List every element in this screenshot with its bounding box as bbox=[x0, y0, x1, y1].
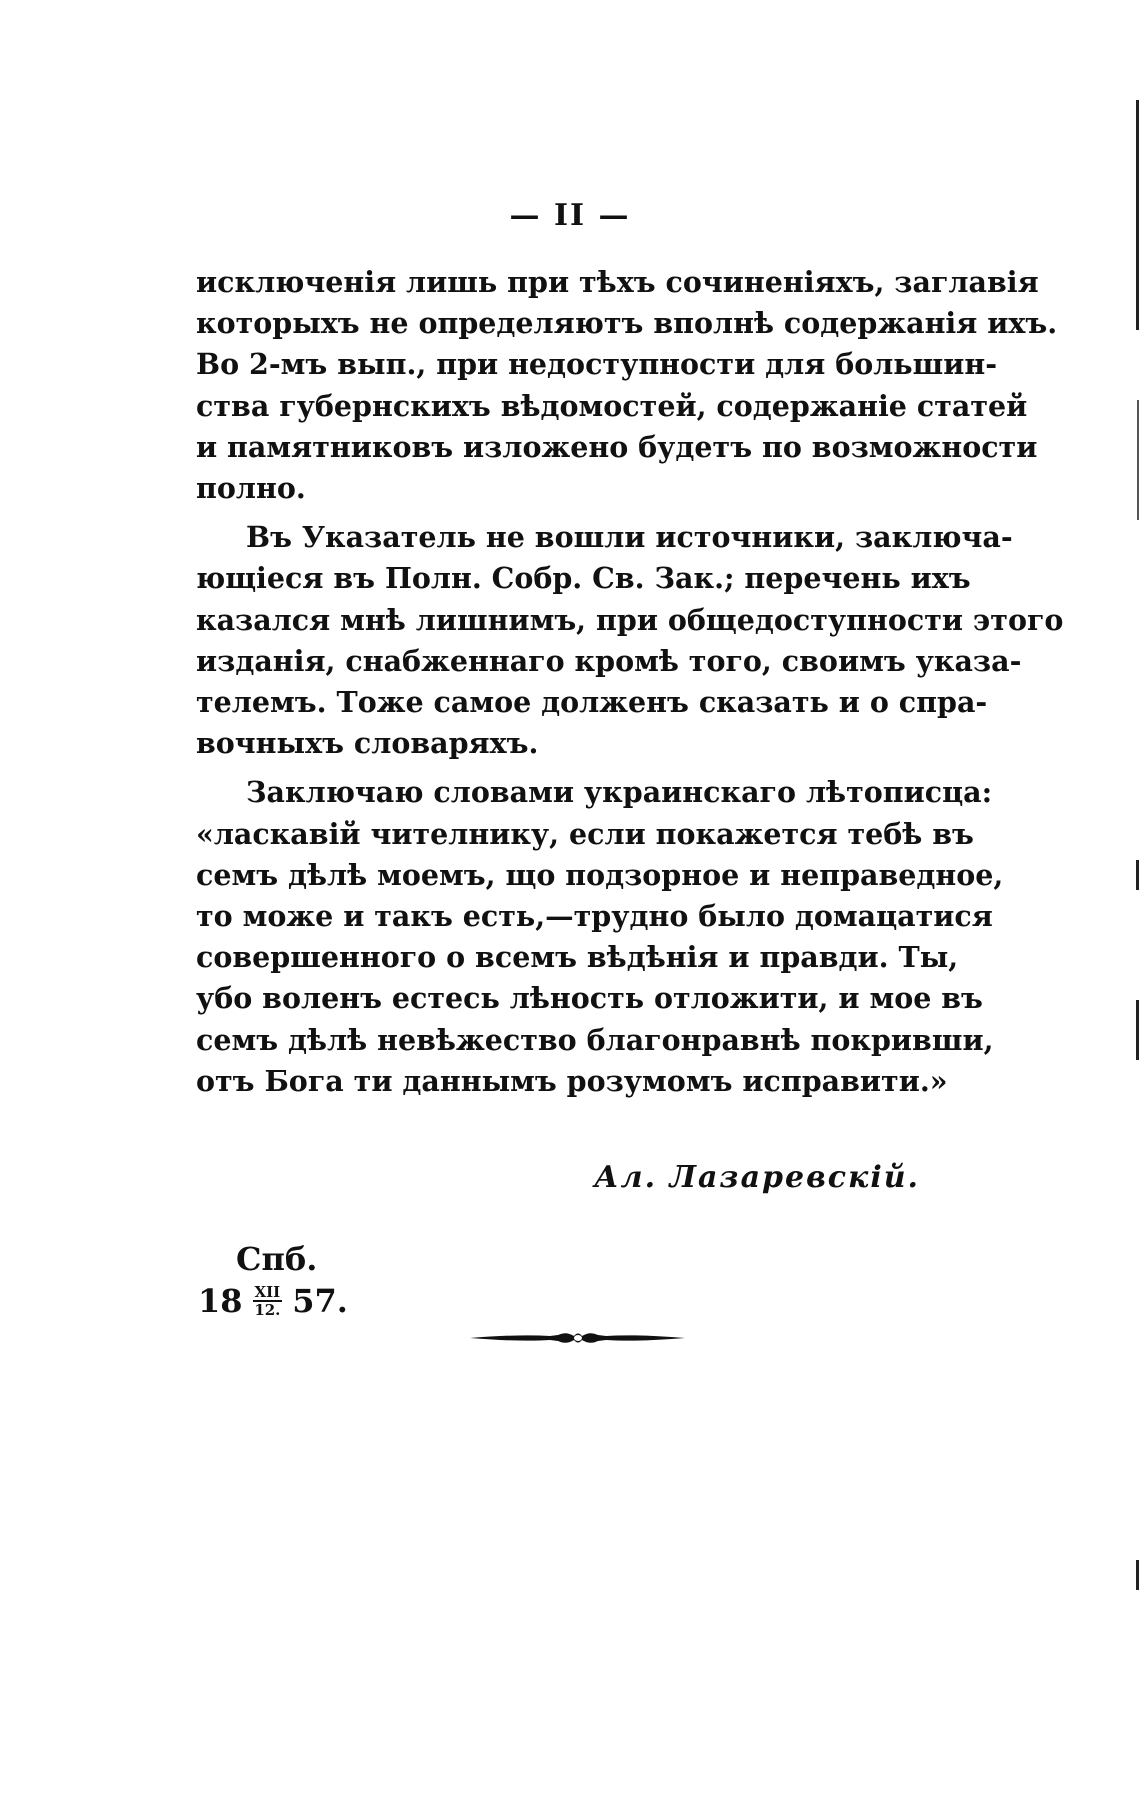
text-line: изданія, снабженнаго кромѣ того, своимъ указа- bbox=[196, 643, 1022, 678]
page-number-header: — II — bbox=[509, 198, 631, 233]
text-line: Заключаю словами украинскаго лѣтописца: bbox=[246, 775, 993, 810]
text-line: и памятниковъ изложено будетъ по возможности bbox=[196, 429, 1038, 464]
text-line: телемъ. Тоже самое долженъ сказать и о спра- bbox=[196, 685, 988, 720]
text-line: семъ дѣлѣ невѣжество благонравнѣ покривши, bbox=[196, 1022, 994, 1057]
place-of-publication: Спб. bbox=[236, 1240, 318, 1278]
text-line: казался мнѣ лишнимъ, при общедоступности этого bbox=[196, 602, 1064, 637]
text-line: семъ дѣлѣ моемъ, що подзорное и неправедное, bbox=[196, 857, 1004, 892]
text-line: совершенного о всемъ вѣдѣнія и правди. Ты, bbox=[196, 940, 959, 975]
text-line: убо воленъ естесь лѣность отложити, и мое въ bbox=[196, 981, 983, 1016]
text-line: ства губернскихъ вѣдомостей, содержаніе статей bbox=[196, 388, 1028, 423]
date-fraction bbox=[253, 1284, 283, 1318]
text-line: исключенія лишь при тѣхъ сочиненіяхъ, заглавія bbox=[196, 265, 1039, 299]
paragraph-1 bbox=[196, 262, 1058, 509]
text-line: Во 2-мъ вып., при недоступности для большин- bbox=[196, 347, 998, 382]
date-year: 57. bbox=[292, 1282, 348, 1320]
publication-date bbox=[198, 1282, 348, 1320]
text-line: вочныхъ словаряхъ. bbox=[196, 726, 539, 761]
date-century: 18 bbox=[198, 1282, 243, 1320]
text-line: ющіеся въ Полн. Собр. Св. Зак.; перечень ихъ bbox=[196, 561, 971, 596]
paragraph-3 bbox=[196, 772, 1004, 1102]
body-text bbox=[196, 262, 1064, 1110]
text-line: которыхъ не определяютъ вполнѣ содержанія ихъ. bbox=[196, 306, 1058, 341]
text-line: то може и такъ есть,—трудно было домацатися bbox=[196, 899, 993, 934]
paragraph-2 bbox=[196, 517, 1064, 764]
date-day: 12. bbox=[254, 1301, 281, 1319]
text-line: Въ Указатель не вошли источники, заключа- bbox=[246, 520, 1013, 555]
date-month: XII bbox=[254, 1283, 281, 1301]
author-signature: Ал. Лазаревскій. bbox=[594, 1160, 920, 1195]
text-line: «ласкавій чителнику, если покажется тебѣ въ bbox=[196, 816, 974, 851]
ornament-divider bbox=[470, 1323, 685, 1353]
text-line: полно. bbox=[196, 471, 306, 506]
text-line: отъ Бога ти даннымъ розумомъ исправити.» bbox=[196, 1063, 948, 1098]
page-edge-shadow bbox=[1130, 0, 1140, 1795]
